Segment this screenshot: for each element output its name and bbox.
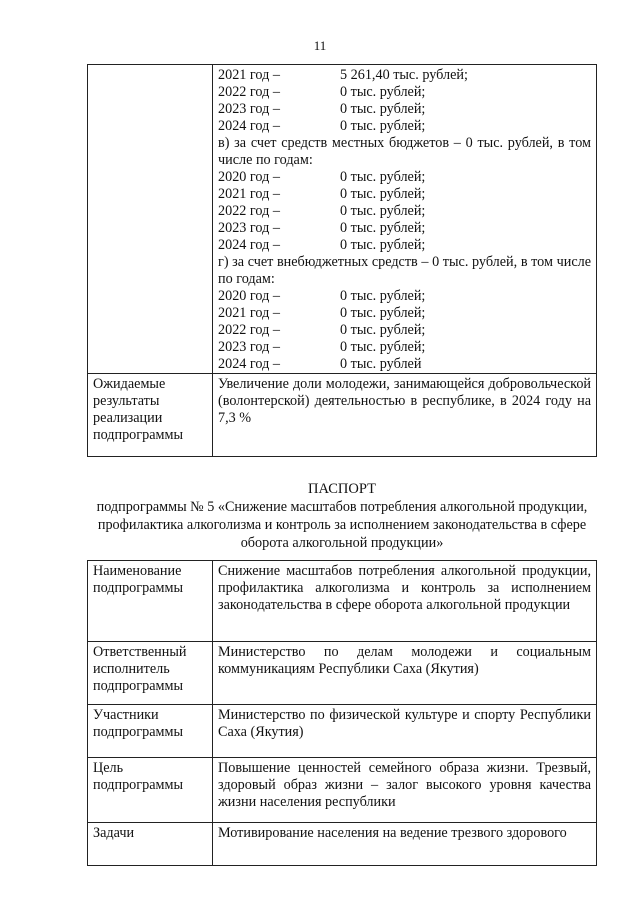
funding-lines-a — [218, 67, 591, 135]
local-budget-heading: в) за счет средств местных бюджетов – 0 тыс. рублей, в том числе по годам: — [218, 135, 591, 168]
passport-row-text: Снижение масштабов потребления алкогольной продукции, профилактика алкоголизма и контроль за исполнением законодательства в сфере оборота алкогольной продукции — [213, 561, 597, 642]
funding-row — [88, 65, 597, 374]
funding-year: 2022 год – — [218, 203, 280, 219]
passport-row — [88, 705, 597, 758]
funding-table — [87, 64, 597, 457]
funding-year: 2023 год – — [218, 220, 280, 236]
funding-cell — [213, 65, 597, 374]
passport-row — [88, 642, 597, 705]
funding-year: 2022 год – — [218, 322, 280, 338]
funding-year: 2020 год – — [218, 169, 280, 185]
funding-line — [218, 118, 591, 135]
results-text: Увеличение доли молодежи, занимающейся добровольческой (волонтерской) деятельностью в республике, в 2024 году на 7,3 % — [213, 374, 597, 457]
funding-line — [218, 356, 591, 373]
passport-heading — [87, 480, 597, 552]
funding-line — [218, 67, 591, 84]
passport-row — [88, 823, 597, 866]
passport-row-label: Задачи — [88, 823, 213, 866]
passport-table — [87, 560, 597, 866]
funding-value: 0 тыс. рублей; — [340, 84, 426, 100]
funding-value: 0 тыс. рублей; — [340, 237, 426, 253]
funding-line — [218, 169, 591, 186]
extra-budget-heading: г) за счет внебюджетных средств – 0 тыс. рублей, в том числе по годам: — [218, 254, 591, 287]
funding-value: 0 тыс. рублей; — [340, 322, 426, 338]
funding-line — [218, 322, 591, 339]
empty-label-cell — [88, 65, 213, 374]
page-number: 11 — [313, 38, 327, 53]
funding-line — [218, 186, 591, 203]
passport-row-label: Ответственный исполнитель подпрограммы — [88, 642, 213, 705]
funding-line — [218, 305, 591, 322]
passport-row — [88, 561, 597, 642]
funding-value: 0 тыс. рублей; — [340, 203, 426, 219]
funding-year: 2022 год – — [218, 84, 280, 100]
funding-year: 2021 год – — [218, 186, 280, 202]
funding-year: 2023 год – — [218, 339, 280, 355]
funding-year: 2021 год – — [218, 305, 280, 321]
funding-line — [218, 237, 591, 254]
funding-lines-b — [218, 169, 591, 254]
passport-row — [88, 758, 597, 823]
funding-year: 2020 год – — [218, 288, 280, 304]
funding-year: 2024 год – — [218, 118, 280, 134]
funding-value: 0 тыс. рублей; — [340, 169, 426, 185]
passport-row-label: Наименование подпрограммы — [88, 561, 213, 642]
passport-title: ПАСПОРТ — [308, 481, 376, 497]
funding-line — [218, 101, 591, 118]
funding-lines-c — [218, 288, 591, 373]
funding-value: 0 тыс. рублей; — [340, 220, 426, 236]
passport-row-text: Мотивирование населения на ведение трезвого здорового — [213, 823, 597, 866]
passport-table-body — [88, 561, 597, 866]
funding-line — [218, 203, 591, 220]
funding-line — [218, 84, 591, 101]
funding-line — [218, 220, 591, 237]
funding-value: 0 тыс. рублей; — [340, 186, 426, 202]
funding-line — [218, 339, 591, 356]
funding-line — [218, 288, 591, 305]
funding-year: 2023 год – — [218, 101, 280, 117]
passport-row-text: Министерство по физической культуре и спорту Республики Саха (Якутия) — [213, 705, 597, 758]
results-label: Ожидаемые результаты реализации подпрограммы — [88, 374, 213, 457]
funding-year: 2024 год – — [218, 237, 280, 253]
funding-value: 0 тыс. рублей; — [340, 118, 426, 134]
passport-subtitle: подпрограммы № 5 «Снижение масштабов потребления алкогольной продукции, профилактика алкоголизма и контроль за исполнением законодательства в сфере оборота алкогольной продукции» — [96, 499, 588, 551]
funding-year: 2024 год – — [218, 356, 280, 372]
funding-value: 0 тыс. рублей; — [340, 101, 426, 117]
funding-value: 5 261,40 тыс. рублей; — [340, 67, 468, 83]
results-row — [88, 374, 597, 457]
passport-row-label: Цель подпрограммы — [88, 758, 213, 823]
funding-value: 0 тыс. рублей — [340, 356, 422, 372]
passport-row-text: Повышение ценностей семейного образа жизни. Трезвый, здоровый образ жизни – залог высокого уровня качества жизни населения республики — [213, 758, 597, 823]
funding-value: 0 тыс. рублей; — [340, 339, 426, 355]
funding-year: 2021 год – — [218, 67, 280, 83]
funding-value: 0 тыс. рублей; — [340, 305, 426, 321]
funding-value: 0 тыс. рублей; — [340, 288, 426, 304]
passport-row-label: Участники подпрограммы — [88, 705, 213, 758]
passport-row-text: Министерство по делам молодежи и социальным коммуникациям Республики Саха (Якутия) — [213, 642, 597, 705]
